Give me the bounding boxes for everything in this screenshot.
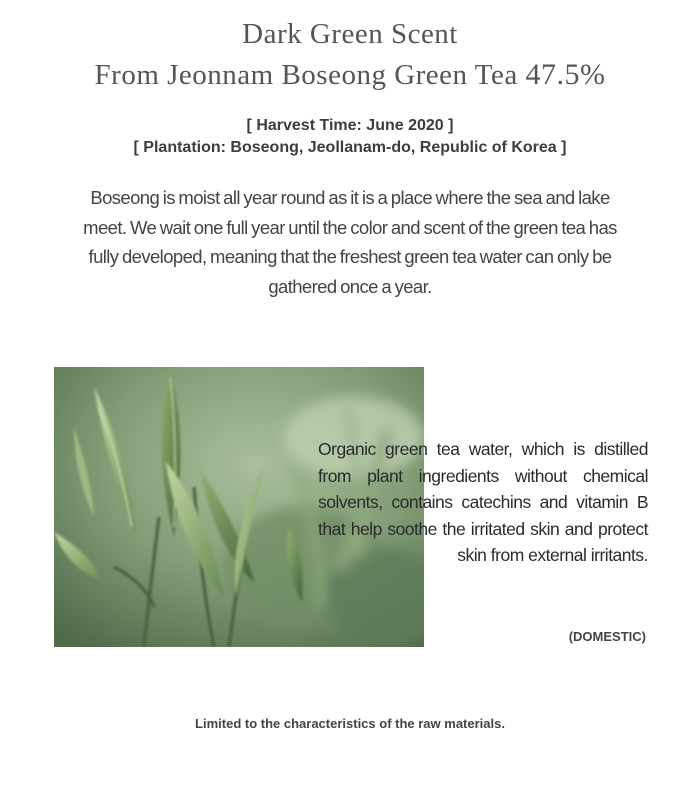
- plantation-info: [ Plantation: Boseong, Jeollanam-do, Republic of Korea ]: [133, 139, 567, 156]
- title-line-2-text: From Jeonnam Boseong Green Tea: [94, 59, 518, 91]
- feature-description: Organic green tea water, which is distilled from plant ingredients without chemical solvents, contains catechins and vitamin B that help soothe the irritated skin and protect skin from external irritants.: [318, 439, 648, 565]
- footnote: Limited to the characteristics of the raw materials.: [195, 716, 505, 731]
- title-percent: 47.5%: [525, 58, 606, 91]
- origin-label: (DOMESTIC): [568, 629, 646, 644]
- harvest-time: [ Harvest Time: June 2020 ]: [246, 117, 454, 134]
- title-line-2: [0, 58, 700, 92]
- intro-paragraph: Boseong is moist all year round as it is a place where the sea and lake meet. We wait one full year until the color and scent of the green tea has fully developed, meaning that the freshest green tea water can only be gathered once a year.: [83, 187, 617, 297]
- title-line-1: Dark Green Scent: [242, 18, 458, 50]
